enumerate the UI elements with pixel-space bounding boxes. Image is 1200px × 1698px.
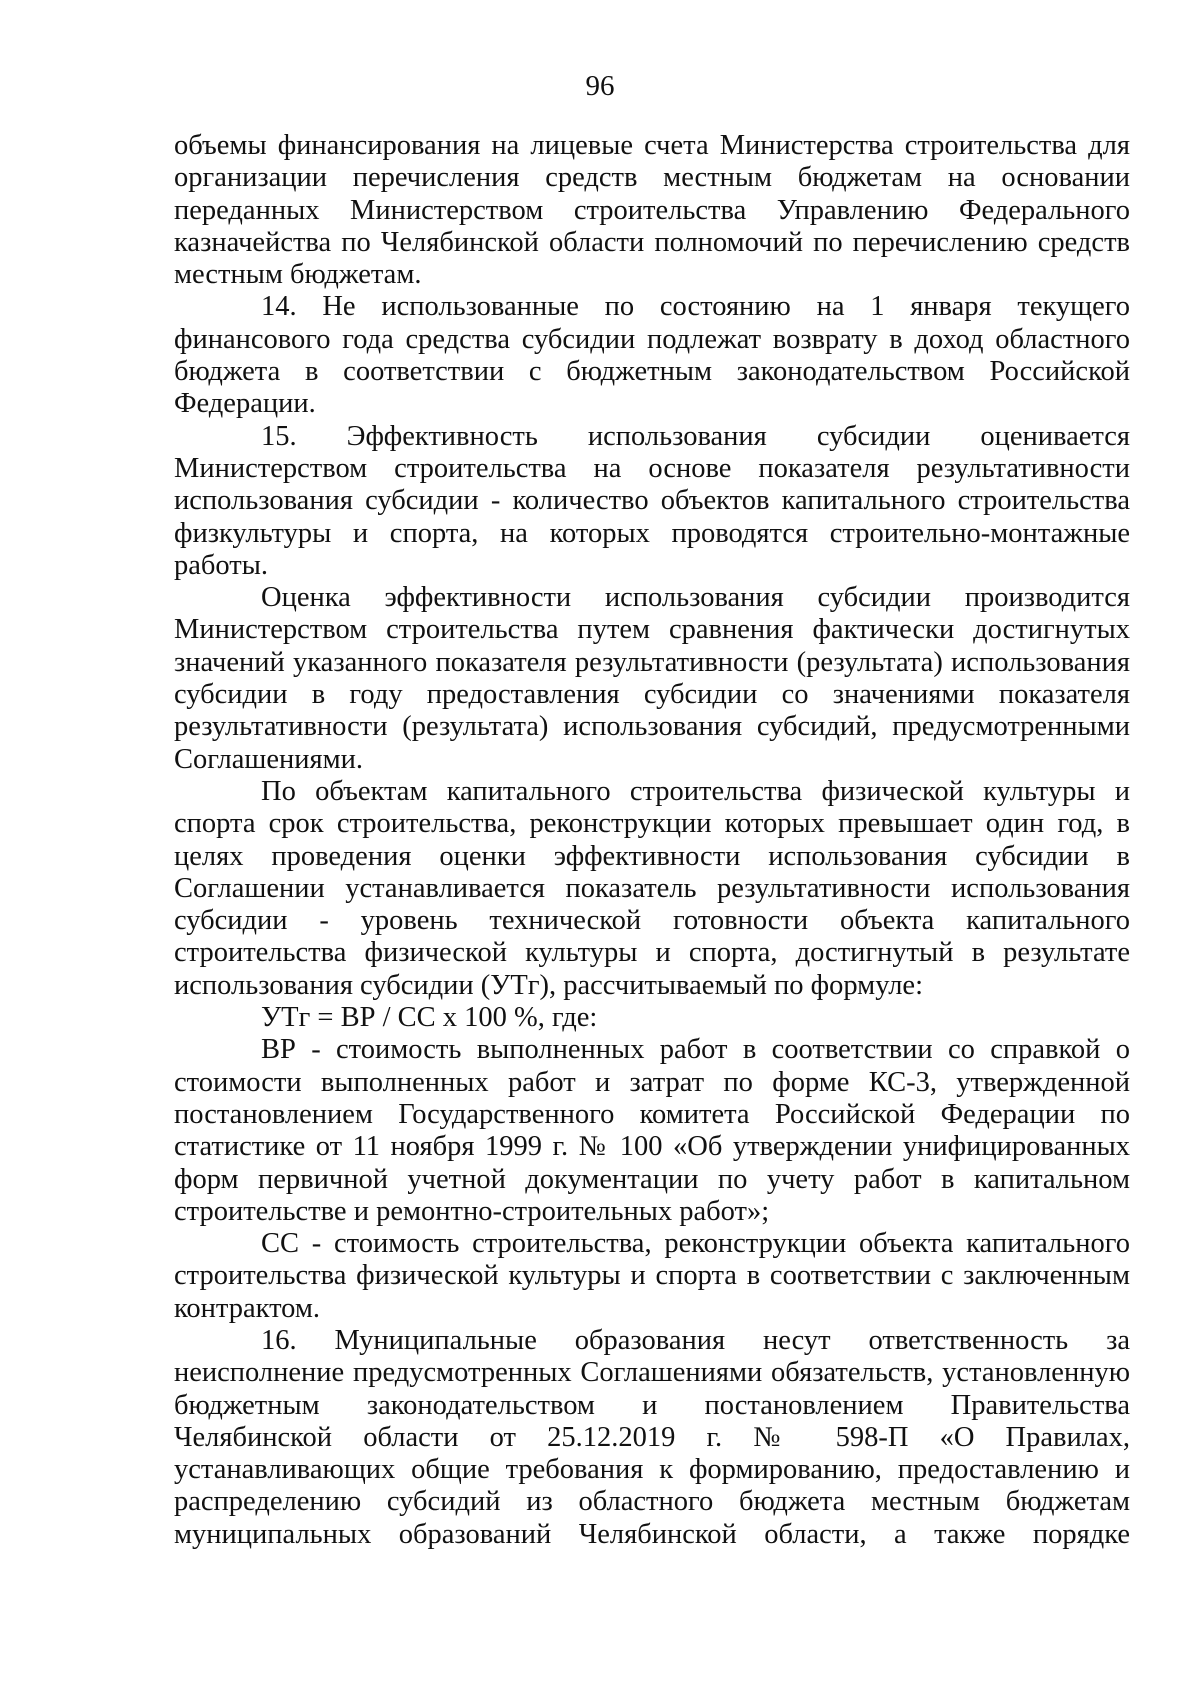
paragraph-funding-continuation: объемы финансирования на лицевые счета Министерства строительства для организации перечисления средств местным бюджетам на основании переданных Министерством строительства Управлению Федерального казначейства по Челябинской области полномочий по перечислению средств местным бюджетам. [174,130,1130,291]
paragraph-15-efficiency: 15. Эффективность использования субсидии оценивается Министерством строительства на основе показателя результативности использования субсидии - количество объектов капитального строительства физкультуры и спорта, на которых проводятся строительно-монтажные работы. [174,420,1130,581]
paragraph-efficiency-assessment: Оценка эффективности использования субсидии производится Министерством строительства путем сравнения фактически достигнутых значений указанного показателя результативности (результата) использования субсидии в году предоставления субсидии со значениями показателя результативности (результата) использования субсидий, предусмотренными Соглашениями. [174,582,1130,775]
paragraph-long-term-objects: По объектам капитального строительства физической культуры и спорта срок строительства, реконструкции которых превышает один год, в целях проведения оценки эффективности использования субсидии в Соглашении устанавливается показатель результативности использования субсидии - уровень технической готовности объекта капитального строительства физической культуры и спорта, достигнутый в результате использования субсидии (УТг), рассчитываемый по формуле: [174,775,1130,1001]
page-number: 96 [585,70,615,102]
body-text [174,130,1130,1551]
paragraph-vr-definition: ВР - стоимость выполненных работ в соответствии со справкой о стоимости выполненных работ и затрат по форме КС-3, утвержденной постановлением Государственного комитета Российской Федерации по статистике от 11 ноября 1999 г. № 100 «Об утверждении унифицированных форм первичной учетной документации по учету работ в капитальном строительстве и ремонтно-строительных работ»; [174,1034,1130,1227]
paragraph-14-unused-funds: 14. Не использованные по состоянию на 1 января текущего финансового года средства субсидии подлежат возврату в доход областного бюджета в соответствии с бюджетным законодательством Российской Федерации. [174,291,1130,420]
formula-line: УТг = ВР / СС х 100 %, где: [261,1002,598,1034]
paragraph-16-responsibility: 16. Муниципальные образования несут ответственность за неисполнение предусмотренных Соглашениями обязательств, установленную бюджетным законодательством и постановлением Правительства Челябинской области от 25.12.2019 г. № 598-П «О Правилах, устанавливающих общие требования к формированию, предоставлению и распределению субсидий из областного бюджета местным бюджетам муниципальных образований Челябинской области, а также порядке [174,1324,1130,1550]
paragraph-ss-definition: СС - стоимость строительства, реконструкции объекта капитального строительства физической культуры и спорта в соответствии с заключенным контрактом. [174,1228,1130,1324]
